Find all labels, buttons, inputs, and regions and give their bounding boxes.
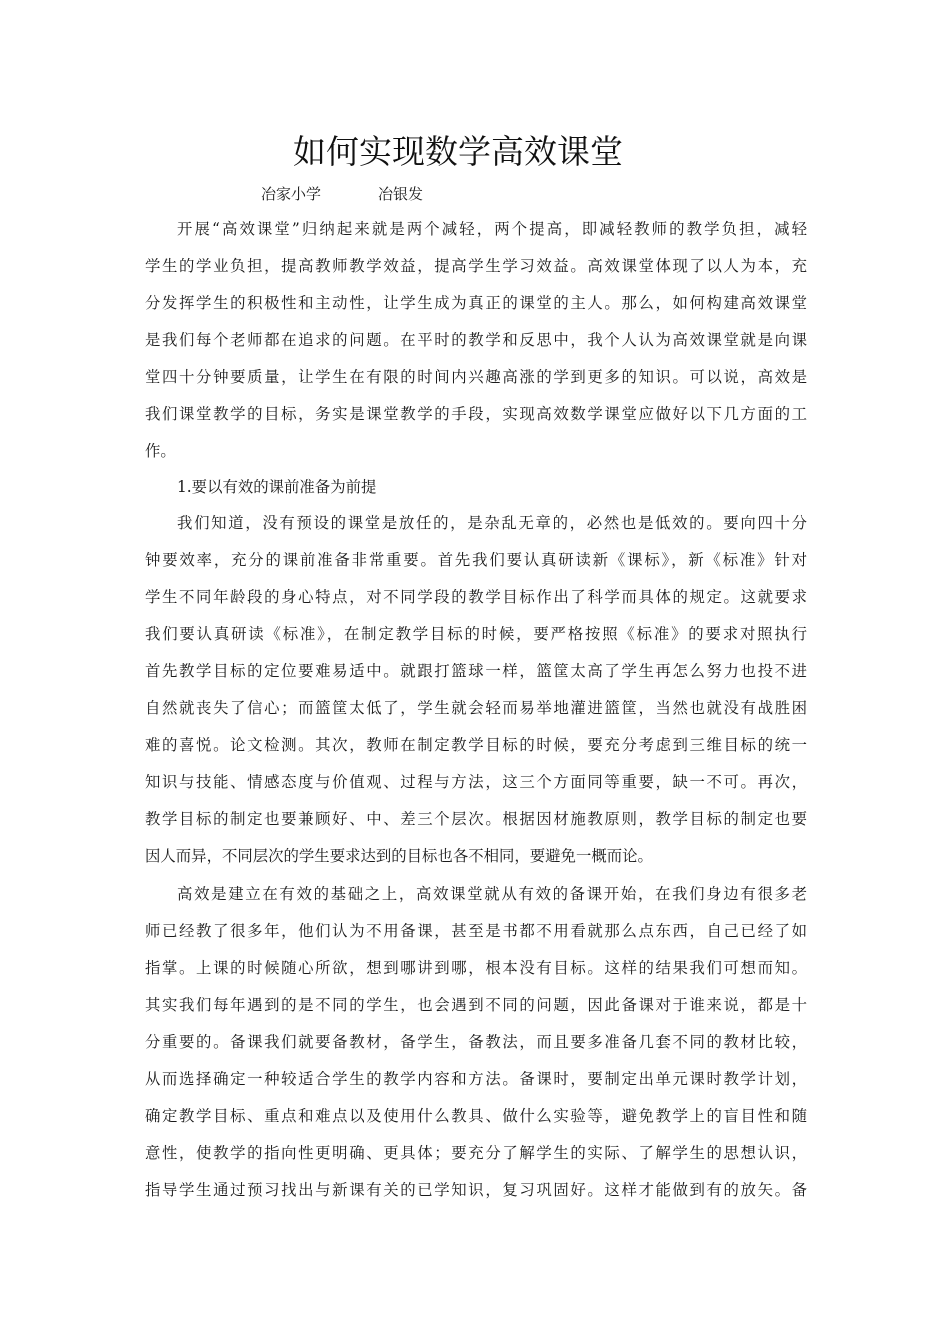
paragraph-line: 是我们每个老师都在追求的问题。在平时的教学和反思中，我个人认为高效课堂就是向课	[145, 331, 807, 349]
paragraph-line: 钟要效率，充分的课前准备非常重要。首先我们要认真研读新《课标》，新《标准》针对	[145, 551, 807, 569]
paragraph-line: 分重要的。备课我们就要备教材，备学生，备教法，而且要多准备几套不同的教材比较，	[145, 1033, 807, 1051]
paragraph-line: 学生的学业负担，提高教师教学效益，提高学生学习效益。高效课堂体现了以人为本，充	[145, 257, 807, 275]
paragraph-line: 自然就丧失了信心；而篮筐太低了，学生就会轻而易举地灌进篮筐，当然也就没有战胜困	[145, 699, 807, 717]
paragraph-line: 指导学生通过预习找出与新课有关的已学知识，复习巩固好。这样才能做到有的放矢。备	[145, 1181, 807, 1199]
paragraph-line: 我们要认真研读《标准》，在制定教学目标的时候，要严格按照《标准》的要求对照执行	[145, 625, 807, 643]
paragraph-line: 其实我们每年遇到的是不同的学生，也会遇到不同的问题，因此备课对于谁来说，都是十	[145, 996, 807, 1014]
paragraph-line: 教学目标的制定也要兼顾好、中、差三个层次。根据因材施教原则，教学目标的制定也要	[145, 810, 807, 828]
document-title: 如何实现数学高效课堂	[293, 132, 623, 171]
paragraph-line: 分发挥学生的积极性和主动性，让学生成为真正的课堂的主人。那么，如何构建高效课堂	[145, 294, 807, 312]
paragraph-line: 从而选择确定一种较适合学生的教学内容和方法。备课时，要制定出单元课时教学计划，	[145, 1070, 807, 1088]
paragraph-line: 堂四十分钟要质量，让学生在有限的时间内兴趣高涨的学到更多的知识。可以说，高效是	[145, 368, 807, 386]
paragraph-line: 因人而异，不同层次的学生要求达到的目标也各不相同，要避免一概而论。	[145, 847, 653, 865]
paragraph-line: 作。	[145, 442, 176, 460]
paragraph-line: 师已经教了很多年，他们认为不用备课，甚至是书都不用看就那么点东西，自己已经了如	[145, 922, 807, 940]
paragraph-line: 我们知道，没有预设的课堂是放任的，是杂乱无章的，必然也是低效的。要向四十分	[177, 514, 807, 532]
paragraph-line: 开展“高效课堂”归纳起来就是两个减轻，两个提高，即减轻教师的教学负担，减轻	[177, 220, 807, 238]
paragraph-line: 知识与技能、情感态度与价值观、过程与方法，这三个方面同等重要，缺一不可。再次，	[145, 773, 807, 791]
paragraph-line: 高效是建立在有效的基础之上，高效课堂就从有效的备课开始，在我们身边有很多老	[177, 885, 807, 903]
byline-author: 冶银发	[378, 185, 424, 203]
paragraph-line: 难的喜悦。论文检测。其次，教师在制定教学目标的时候，要充分考虑到三维目标的统一	[145, 736, 807, 754]
byline-school: 冶家小学	[261, 185, 322, 203]
paragraph-line: 首先教学目标的定位要难易适中。就跟打篮球一样，篮筐太高了学生再怎么努力也投不进	[145, 662, 807, 680]
paragraph-line: 确定教学目标、重点和难点以及使用什么教具、做什么实验等，避免教学上的盲目性和随	[145, 1107, 807, 1125]
paragraph-line: 学生不同年龄段的身心特点，对不同学段的教学目标作出了科学而具体的规定。这就要求	[145, 588, 807, 606]
section-heading: 1.要以有效的课前准备为前提	[177, 478, 377, 496]
paragraph-line: 指掌。上课的时候随心所欲，想到哪讲到哪，根本没有目标。这样的结果我们可想而知。	[145, 959, 807, 977]
paragraph-line: 我们课堂教学的目标，务实是课堂教学的手段，实现高效数学课堂应做好以下几方面的工	[145, 405, 807, 423]
paragraph-line: 意性，使教学的指向性更明确、更具体；要充分了解学生的实际、了解学生的思想认识，	[145, 1144, 807, 1162]
